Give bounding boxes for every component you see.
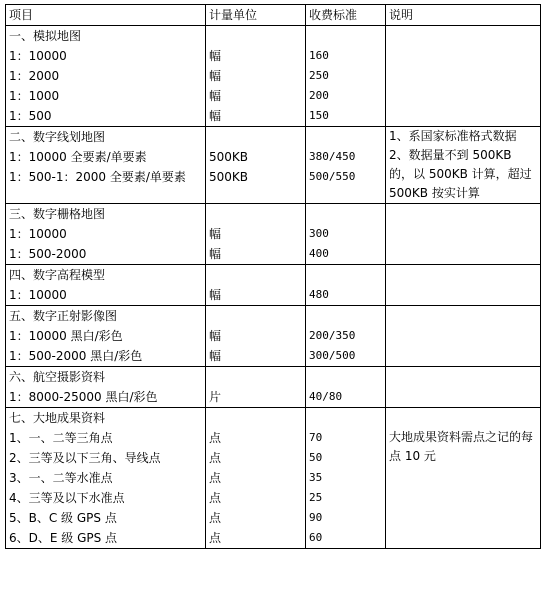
unit-cell — [206, 367, 306, 408]
table-row — [6, 204, 541, 265]
item-cell — [6, 306, 206, 367]
note-text: 2、数据量不到 500KB 的，以 500KB 计算，超过 500KB 按实计算 — [389, 148, 532, 200]
fee-cell — [306, 265, 386, 306]
section-title: 六、航空摄影资料 — [9, 370, 106, 384]
unit-label: 幅 — [209, 288, 222, 302]
item-label: 1：1000 — [9, 89, 60, 103]
fee-value: 400 — [309, 247, 329, 260]
fee-value: 200 — [309, 89, 329, 102]
unit-label: 点 — [209, 451, 222, 465]
item-cell — [6, 367, 206, 408]
unit-cell — [206, 265, 306, 306]
note-cell — [386, 408, 541, 549]
section-title: 七、大地成果资料 — [9, 411, 106, 425]
item-label: 1：10000 — [9, 227, 67, 241]
note-cell — [386, 26, 541, 127]
item-label: 1：500 — [9, 109, 52, 123]
table-row — [6, 265, 541, 306]
fee-value: 300/500 — [309, 349, 356, 362]
item-label: 1：500-2000 — [9, 247, 87, 261]
fee-cell — [306, 204, 386, 265]
section-title: 四、数字高程模型 — [9, 268, 106, 282]
fee-value: 500/550 — [309, 170, 356, 183]
unit-cell — [206, 306, 306, 367]
note-cell — [386, 127, 541, 204]
fee-value: 90 — [309, 511, 323, 524]
item-label: 1、一、二等三角点 — [9, 431, 113, 445]
fee-value: 300 — [309, 227, 329, 240]
unit-cell — [206, 26, 306, 127]
fee-value: 150 — [309, 109, 329, 122]
fee-schedule-table — [5, 4, 541, 549]
item-cell — [6, 26, 206, 127]
unit-label: 幅 — [209, 349, 222, 363]
unit-cell — [206, 408, 306, 549]
item-label: 1：2000 — [9, 69, 60, 83]
fee-value: 25 — [309, 491, 323, 504]
unit-cell — [206, 127, 306, 204]
unit-label: 点 — [209, 431, 222, 445]
table-row — [6, 306, 541, 367]
unit-label: 幅 — [209, 89, 222, 103]
fee-cell — [306, 306, 386, 367]
table-row — [6, 26, 541, 127]
unit-label: 点 — [209, 471, 222, 485]
fee-cell — [306, 367, 386, 408]
note-cell — [386, 204, 541, 265]
note-cell — [386, 306, 541, 367]
item-label: 5、B、C 级 GPS 点 — [9, 511, 117, 525]
unit-label: 幅 — [209, 247, 222, 261]
unit-label: 幅 — [209, 69, 222, 83]
item-cell — [6, 408, 206, 549]
unit-label: 500KB — [209, 150, 249, 164]
item-label: 1：10000 全要素/单要素 — [9, 150, 147, 164]
item-label: 1：10000 黑白/彩色 — [9, 329, 123, 343]
item-label: 1：8000-25000 黑白/彩色 — [9, 390, 158, 404]
fee-value: 60 — [309, 531, 323, 544]
item-label: 1：10000 — [9, 288, 67, 302]
note-text: 大地成果资料需点之记的每点 10 元 — [389, 430, 534, 463]
fee-value: 250 — [309, 69, 329, 82]
unit-label: 点 — [209, 491, 222, 505]
fee-value: 50 — [309, 451, 323, 464]
unit-label: 点 — [209, 511, 222, 525]
item-cell — [6, 204, 206, 265]
fee-value: 380/450 — [309, 150, 356, 163]
unit-label: 点 — [209, 531, 222, 545]
item-label: 3、一、二等水准点 — [9, 471, 113, 485]
unit-label: 片 — [209, 390, 222, 404]
item-label: 4、三等及以下水准点 — [9, 491, 125, 505]
fee-value: 70 — [309, 431, 323, 444]
header-fee: 收费标准 — [306, 5, 386, 26]
header-unit: 计量单位 — [206, 5, 306, 26]
fee-value: 160 — [309, 49, 329, 62]
table-row — [6, 367, 541, 408]
unit-label: 500KB — [209, 170, 249, 184]
unit-cell — [206, 204, 306, 265]
table-row — [6, 127, 541, 204]
header-item: 项目 — [6, 5, 206, 26]
note-cell — [386, 367, 541, 408]
fee-value: 200/350 — [309, 329, 356, 342]
unit-label: 幅 — [209, 227, 222, 241]
note-cell — [386, 265, 541, 306]
note-spacer — [389, 408, 537, 428]
section-title: 五、数字正射影像图 — [9, 309, 118, 323]
item-cell — [6, 127, 206, 204]
header-row — [6, 5, 541, 26]
fee-cell — [306, 408, 386, 549]
note-text: 1、系国家标准格式数据 — [389, 129, 517, 143]
item-label: 6、D、E 级 GPS 点 — [9, 531, 118, 545]
unit-label: 幅 — [209, 109, 222, 123]
fee-value: 40/80 — [309, 390, 343, 403]
fee-value: 480 — [309, 288, 329, 301]
section-title: 三、数字栅格地图 — [9, 207, 106, 221]
fee-cell — [306, 127, 386, 204]
item-cell — [6, 265, 206, 306]
unit-label: 幅 — [209, 49, 222, 63]
fee-value: 35 — [309, 471, 323, 484]
item-label: 1：500-1：2000 全要素/单要素 — [9, 170, 186, 184]
item-label: 1：500-2000 黑白/彩色 — [9, 349, 143, 363]
item-label: 2、三等及以下三角、导线点 — [9, 451, 161, 465]
section-title: 二、数字线划地图 — [9, 130, 106, 144]
table-row — [6, 408, 541, 549]
section-title: 一、模拟地图 — [9, 29, 82, 43]
fee-cell — [306, 26, 386, 127]
unit-label: 幅 — [209, 329, 222, 343]
item-label: 1：10000 — [9, 49, 67, 63]
header-note: 说明 — [386, 5, 541, 26]
